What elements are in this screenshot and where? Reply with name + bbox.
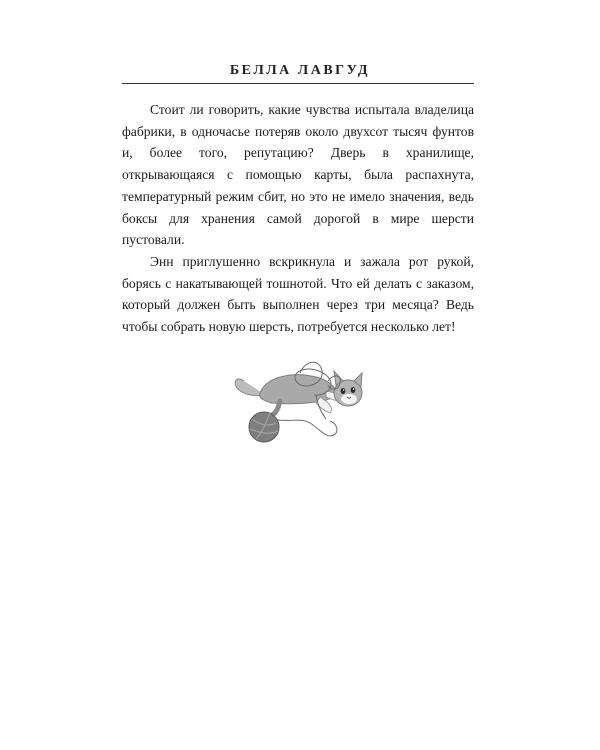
header-divider [122, 83, 474, 84]
running-head: БЕЛЛА ЛАВГУД [229, 63, 371, 78]
body-text [122, 99, 474, 338]
paragraph: Стоит ли говорить, какие чувства испытала владелица фабрики, в одночасье потеряв около двухсот тысяч фунтов и, более того, репутацию? Дверь в хранилище, открывающаяся с помощью карты, была распахнута, температурный режим сбит, но это не имело значения, ведь боксы для хранения самой дорогой в мире шерсти пустовали. [122, 102, 474, 248]
paragraph: Энн приглушенно вскрикнула и зажала рот рукой, борясь с накатывающей тошнотой. Что ей делать с заказом, который должен быть выполнен через три месяца? Ведь чтобы собрать новую шерсть, потребуется несколько лет! [122, 253, 474, 335]
cat-with-yarn-ball-icon [230, 351, 370, 451]
